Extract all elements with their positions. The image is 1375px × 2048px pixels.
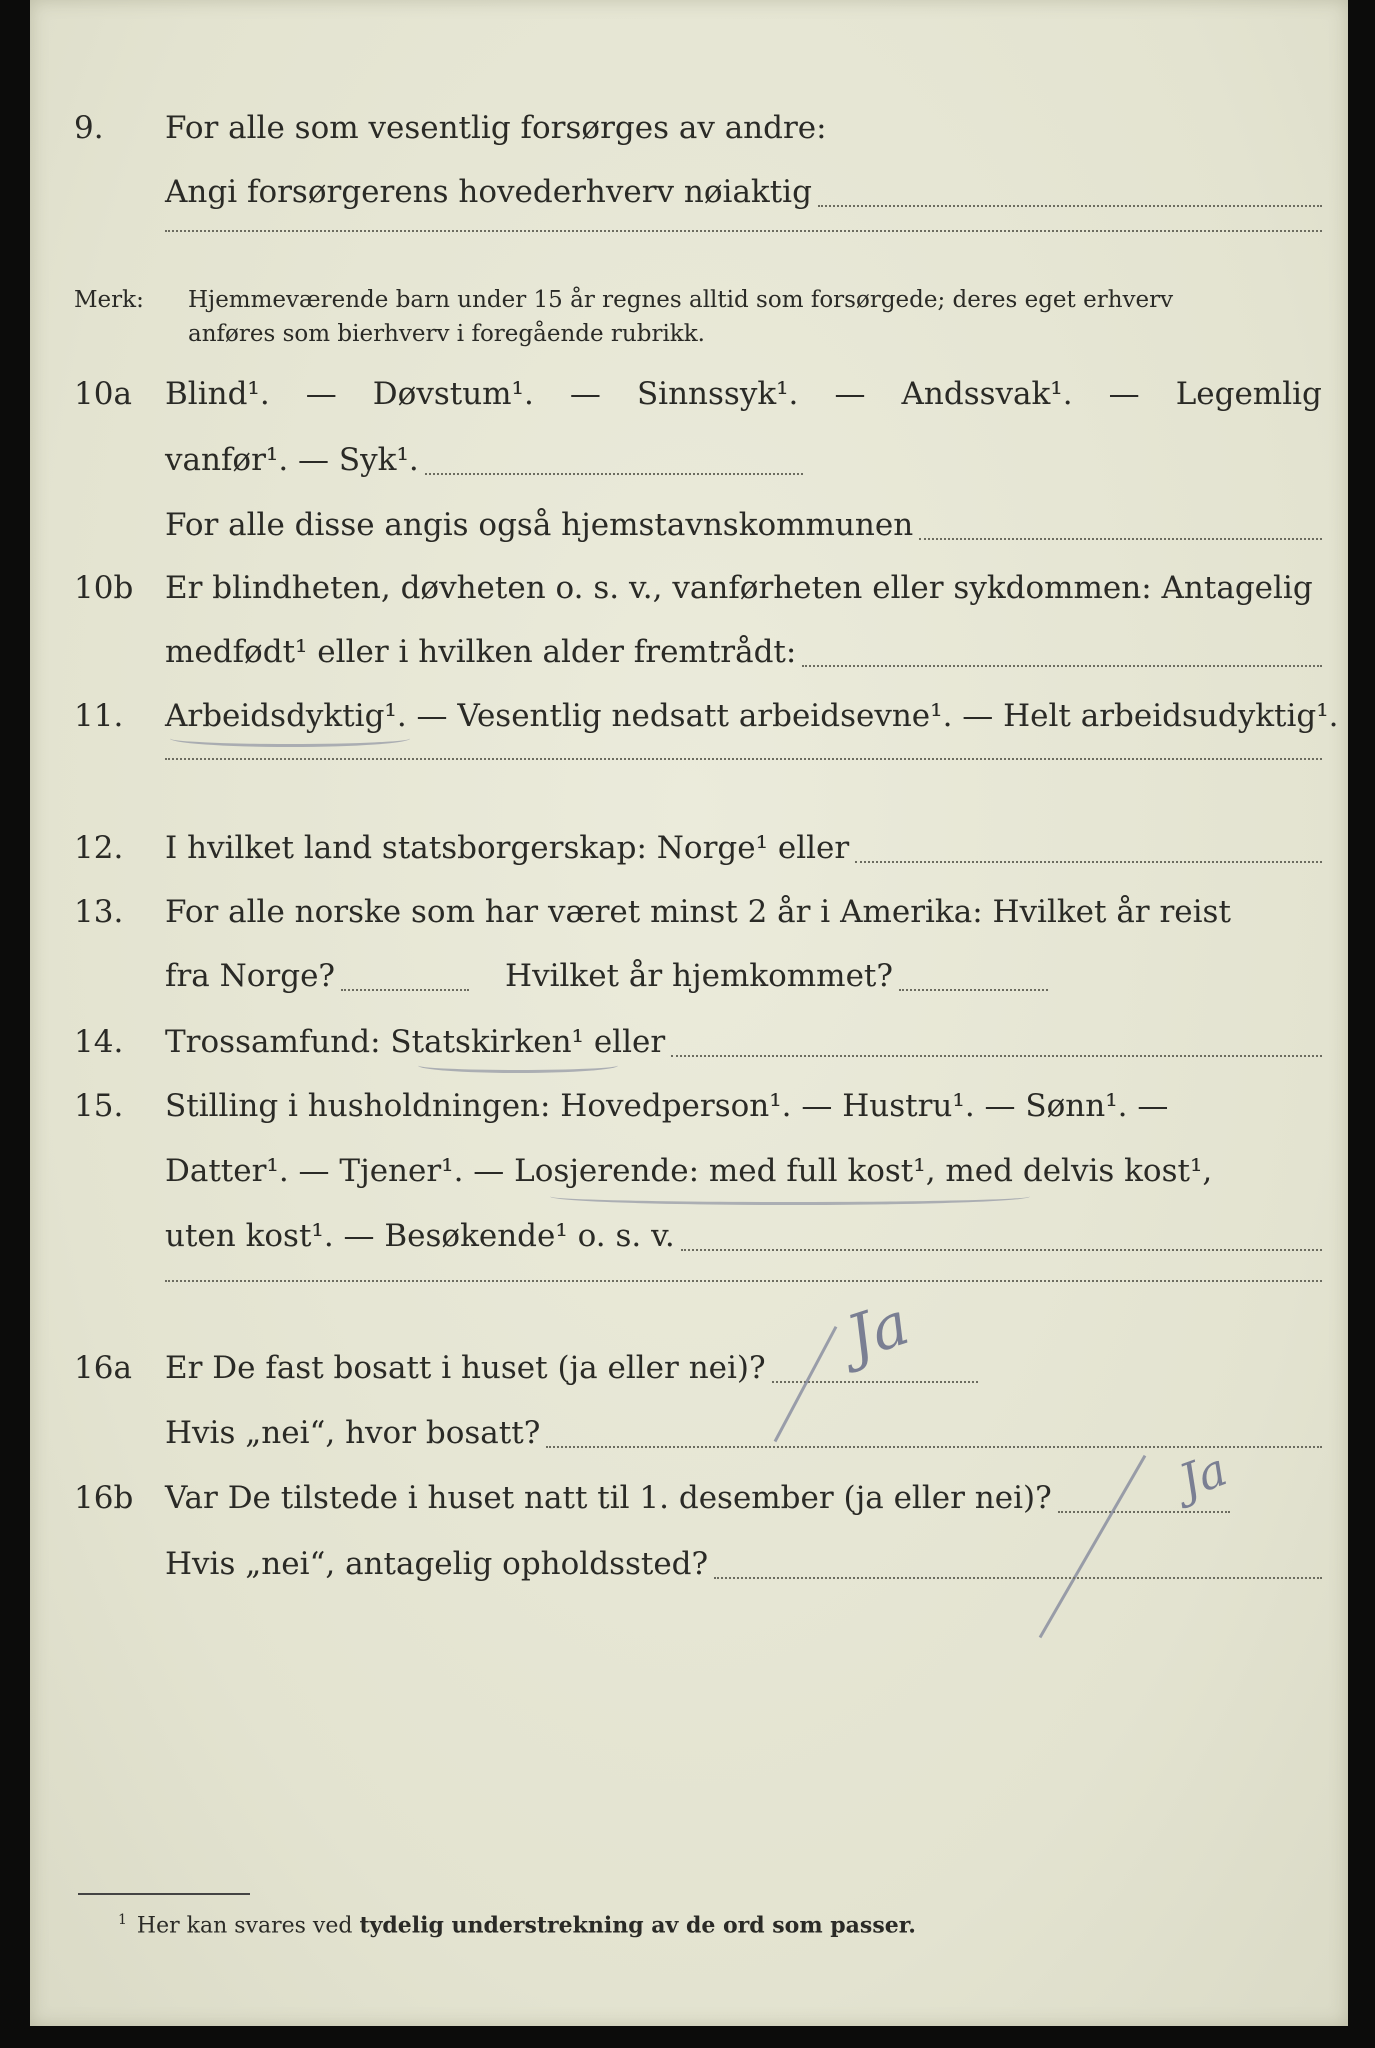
q16a-question: Er De fast bosatt i huset (ja eller nei)? xyxy=(165,1350,766,1386)
q9-answer-line[interactable] xyxy=(818,205,1322,207)
pencil-underline xyxy=(170,730,410,747)
q15-row-4 xyxy=(30,1280,1348,1336)
q13-number: 13. xyxy=(74,894,124,930)
dash: — xyxy=(1108,376,1140,412)
footnote-text-bold: tydelig understrekning av de ord som passer. xyxy=(359,1912,916,1939)
q16a-handwritten-answer: Ja xyxy=(838,1288,918,1374)
footnote-rule xyxy=(78,1893,250,1895)
q12-answer-line[interactable] xyxy=(855,861,1322,863)
q15-options-3[interactable]: uten kost¹. — Besøkende¹ o. s. v. xyxy=(165,1218,675,1254)
q14-question: Trossamfund: Statskirken¹ eller xyxy=(165,1024,666,1060)
pencil-underline xyxy=(550,1188,1030,1205)
footnote xyxy=(118,1903,916,1943)
option-vanfor-syk[interactable]: vanfør¹. — Syk¹. xyxy=(165,442,419,478)
q16a-number: 16a xyxy=(74,1350,132,1386)
q16a-residence-label: Hvis „nei“, hvor bosatt? xyxy=(165,1415,541,1451)
q10a-hjemstavn-label: For alle disse angis også hjemstavnskommunen xyxy=(165,507,914,543)
q10a-hjemstavn-line[interactable] xyxy=(919,538,1322,540)
q15-options-2[interactable]: Datter¹. — Tjener¹. — Losjerende: med full kost¹, med delvis kost¹, xyxy=(165,1153,1213,1189)
q13-departure-line[interactable] xyxy=(341,989,469,991)
q11-options[interactable]: Arbeidsdyktig¹. — Vesentlig nedsatt arbeidsevne¹. — Helt arbeidsudyktig¹. xyxy=(165,698,1339,734)
q14-number: 14. xyxy=(74,1024,124,1060)
q13-row xyxy=(30,884,1348,940)
census-form-page xyxy=(30,0,1348,2026)
q12-question: I hvilket land statsborgerskap: Norge¹ eller xyxy=(165,830,850,866)
q13-return-label: Hvilket år hjemkommet? xyxy=(505,958,894,994)
q16b-whereabouts-label: Hvis „nei“, antagelig opholdssted? xyxy=(165,1546,709,1582)
q16b-row-2 xyxy=(30,1536,1348,1592)
q10b-row-2 xyxy=(30,624,1348,680)
merk-row xyxy=(30,283,1348,317)
merk-row-2 xyxy=(30,317,1348,351)
q16a-answer-line[interactable] xyxy=(772,1381,978,1383)
q11-answer-line[interactable] xyxy=(165,758,1322,760)
option-blind[interactable]: Blind¹. xyxy=(165,376,270,412)
footnote-text: Her kan svares ved xyxy=(136,1913,360,1939)
q15-row-3 xyxy=(30,1208,1348,1264)
merk-text-2: anføres som bierhverv i foregående rubrikk. xyxy=(188,321,705,347)
q16b-handwritten-answer: Ja xyxy=(1172,1441,1234,1509)
q15-number: 15. xyxy=(74,1088,124,1124)
q12-number: 12. xyxy=(74,830,124,866)
q13-departure-label: fra Norge? xyxy=(165,958,336,994)
q9-row xyxy=(30,100,1348,156)
q16a-row-2 xyxy=(30,1405,1348,1461)
merk-label: Merk: xyxy=(74,287,144,313)
q13-return-line[interactable] xyxy=(899,989,1048,991)
q10a-answer-line[interactable] xyxy=(425,473,803,475)
q16b-number: 16b xyxy=(74,1480,134,1516)
q10b-onset-label: medfødt¹ eller i hvilken alder fremtrådt: xyxy=(165,634,797,670)
q15-answer-line[interactable] xyxy=(681,1249,1322,1251)
dash: — xyxy=(305,376,337,412)
q9-answer-line-2[interactable] xyxy=(165,230,1322,232)
option-sinnssyk[interactable]: Sinnssyk¹. xyxy=(636,376,799,412)
q9-row-3 xyxy=(30,230,1348,286)
q15-options-1[interactable]: Stilling i husholdningen: Hovedperson¹. — Hustru¹. — Sønn¹. — xyxy=(165,1088,1169,1124)
q10b-row xyxy=(30,560,1348,616)
q10b-question: Er blindheten, døvheten o. s. v., vanførheten eller sykdommen: Antagelig xyxy=(165,570,1313,606)
q10a-row-3 xyxy=(30,497,1348,553)
q13-row-2 xyxy=(30,948,1348,1004)
q13-question: For alle norske som har været minst 2 år i Amerika: Hvilket år reist xyxy=(165,894,1231,930)
q10a-row xyxy=(30,366,1348,422)
q10b-number: 10b xyxy=(74,570,134,606)
pencil-underline xyxy=(418,1058,618,1073)
q9-occupation-label: Angi forsørgerens hovederhverv nøiaktig xyxy=(165,174,812,210)
option-legemlig[interactable]: Legemlig xyxy=(1175,376,1322,412)
q10b-answer-line[interactable] xyxy=(802,665,1322,667)
footnote-mark: 1 xyxy=(118,1912,127,1928)
q10a-number: 10a xyxy=(74,376,132,412)
q11-row-2 xyxy=(30,758,1348,814)
q15-row xyxy=(30,1078,1348,1134)
option-dovstum[interactable]: Døvstum¹. xyxy=(372,376,534,412)
q16b-question: Var De tilstede i huset natt til 1. desember (ja eller nei)? xyxy=(165,1480,1052,1516)
q9-row-2 xyxy=(30,164,1348,220)
q16a-row xyxy=(30,1340,1348,1396)
q9-question: For alle som vesentlig forsørges av andre: xyxy=(165,110,827,146)
q16b-whereabouts-line[interactable] xyxy=(714,1577,1322,1579)
dash: — xyxy=(834,376,866,412)
q16b-row xyxy=(30,1470,1348,1526)
q11-number: 11. xyxy=(74,698,124,734)
q14-row xyxy=(30,1014,1348,1070)
q14-answer-line[interactable] xyxy=(671,1055,1322,1057)
merk-text-1: Hjemmeværende barn under 15 år regnes alltid som forsørgede; deres eget erhverv xyxy=(188,287,1174,313)
q10a-options xyxy=(165,366,1322,422)
q16b-answer-line[interactable] xyxy=(1058,1511,1230,1513)
q10a-row-2 xyxy=(30,432,1348,488)
q15-answer-line-2[interactable] xyxy=(165,1280,1322,1282)
dash: — xyxy=(569,376,601,412)
q9-number: 9. xyxy=(74,110,104,146)
q12-row xyxy=(30,820,1348,876)
option-andssvak[interactable]: Andssvak¹. xyxy=(901,376,1073,412)
